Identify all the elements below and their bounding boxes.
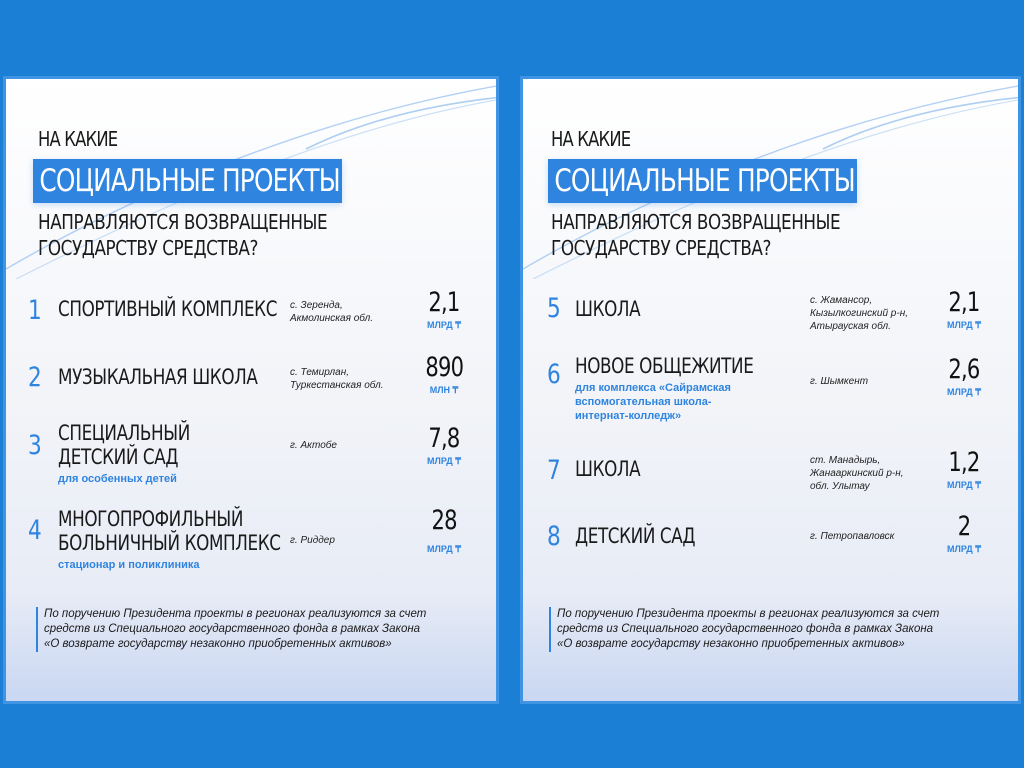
- heading-highlight: [548, 159, 857, 203]
- project-amount: 2,1: [428, 287, 460, 318]
- project-subtitle: для особенных детей: [58, 473, 177, 485]
- heading-highlight-text: СОЦИАЛЬНЫЕ ПРОЕКТЫ: [554, 163, 855, 199]
- project-location: г. Петропавловск: [810, 531, 895, 542]
- project-title: СПЕЦИАЛЬНЫЙ ДЕТСКИЙ САД: [58, 421, 190, 469]
- project-subtitle: для комплекса «Сайрамская вспомогательная школа- интернат-колледж»: [575, 382, 731, 422]
- project-amount: 2,1: [948, 287, 980, 318]
- heading-highlight: [33, 159, 342, 203]
- project-amount: 7,8: [428, 423, 460, 454]
- project-amount: 2: [957, 511, 971, 542]
- project-amount-unit: МЛРД ₸: [947, 387, 981, 397]
- project-amount-unit: МЛРД ₸: [947, 480, 981, 490]
- project-location: с. Зеренда, Акмолинская обл.: [290, 300, 374, 324]
- infographic-card-right: [520, 76, 1021, 704]
- project-title: МУЗЫКАЛЬНАЯ ШКОЛА: [58, 365, 258, 389]
- project-amount-unit: МЛРД ₸: [427, 456, 461, 466]
- project-amount-unit: МЛРД ₸: [427, 544, 461, 554]
- heading-line-2: НАПРАВЛЯЮТСЯ ВОЗВРАЩЕННЫЕ: [551, 210, 841, 234]
- project-amount-unit: МЛРД ₸: [947, 544, 981, 554]
- heading-line-1: НА КАКИЕ: [38, 127, 118, 151]
- heading-line-1: НА КАКИЕ: [551, 127, 631, 151]
- project-location: г. Актобе: [290, 440, 337, 451]
- project-title: ДЕТСКИЙ САД: [575, 524, 696, 548]
- project-number: 8: [547, 521, 561, 552]
- project-title: СПОРТИВНЫЙ КОМПЛЕКС: [58, 297, 278, 321]
- heading-highlight-text: СОЦИАЛЬНЫЕ ПРОЕКТЫ: [39, 163, 340, 199]
- project-amount-unit: МЛРД ₸: [947, 320, 981, 330]
- project-amount: 2,6: [948, 354, 980, 385]
- project-location: г. Шымкент: [810, 376, 869, 387]
- infographic-card-left: [3, 76, 499, 704]
- project-amount: 1,2: [948, 447, 980, 478]
- project-amount: 890: [425, 352, 463, 383]
- project-amount-unit: МЛН ₸: [429, 385, 459, 395]
- project-title: НОВОЕ ОБЩЕЖИТИЕ: [575, 354, 754, 378]
- project-number: 1: [28, 295, 42, 326]
- project-amount: 28: [431, 505, 457, 536]
- footnote: По поручению Президента проекты в регионах реализуются за счет средств из Специального государственного фонда в рамках Закона «О возврате государству незаконно приобретенных активов»: [36, 607, 426, 652]
- project-title: ШКОЛА: [575, 297, 641, 321]
- project-number: 4: [28, 515, 42, 546]
- project-location: с. Жамансор, Кызылкогинский р-н, Атырауская обл.: [810, 295, 908, 332]
- project-location: г. Риддер: [290, 535, 335, 546]
- heading-line-3: ГОСУДАРСТВУ СРЕДСТВА?: [38, 236, 259, 260]
- project-number: 6: [547, 359, 561, 390]
- project-number: 7: [547, 455, 561, 486]
- project-location: ст. Манадырь, Жанааркинский р-н, обл. Улытау: [810, 455, 904, 492]
- heading-subtitle: [38, 209, 327, 261]
- project-number: 2: [28, 362, 42, 393]
- heading-subtitle: [551, 209, 840, 261]
- heading-line-2: НАПРАВЛЯЮТСЯ ВОЗВРАЩЕННЫЕ: [38, 210, 328, 234]
- project-number: 5: [547, 293, 561, 324]
- project-location: с. Темирлан, Туркестанская обл.: [290, 367, 384, 391]
- footnote: По поручению Президента проекты в регионах реализуются за счет средств из Специального государственного фонда в рамках Закона «О возврате государству незаконно приобретенных активов»: [549, 607, 939, 652]
- project-number: 3: [28, 430, 42, 461]
- project-subtitle: стационар и поликлиника: [58, 559, 200, 571]
- project-title: ШКОЛА: [575, 457, 641, 481]
- project-title: МНОГОПРОФИЛЬНЫЙ БОЛЬНИЧНЫЙ КОМПЛЕКС: [58, 507, 281, 555]
- project-amount-unit: МЛРД ₸: [427, 320, 461, 330]
- heading-line-3: ГОСУДАРСТВУ СРЕДСТВА?: [551, 236, 772, 260]
